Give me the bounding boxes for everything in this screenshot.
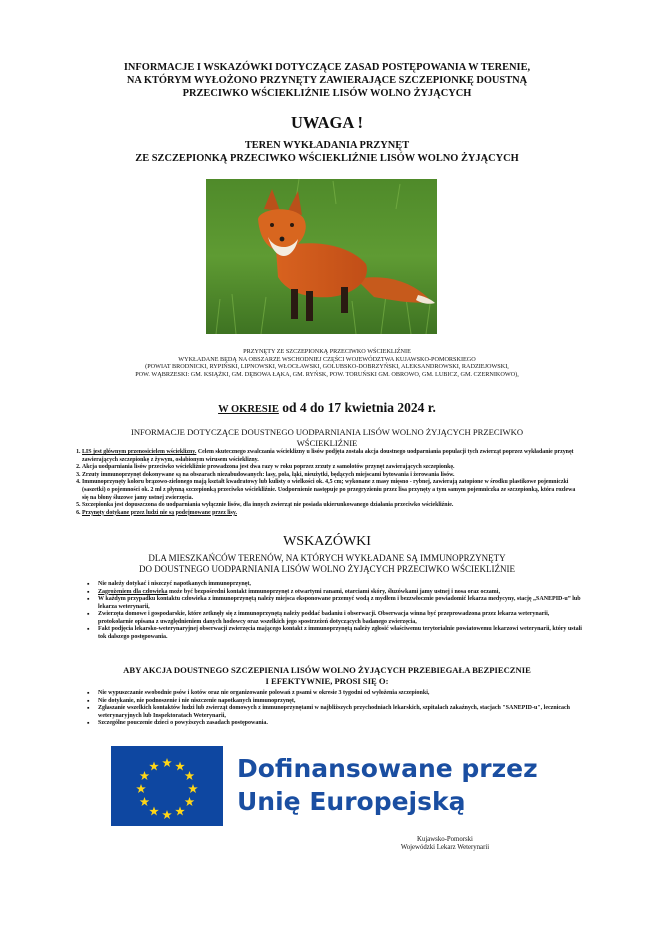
list-item: ▪ Zagrożeniem dla człowieka może być bezpośredni kontakt immunoprzynęt z otwartymi ranami, otarciami skóry, śluzówkami jamy ustnej i nosa oraz oczami, xyxy=(98,589,582,597)
eu-flag-icon xyxy=(111,746,223,826)
signature-line: Wojewódzki Lekarz Weterynarii xyxy=(400,844,490,852)
requests-title-line: ABY AKCJA DOUSTNEGO SZCZEPIENIA LISÓW WOLNO ŻYJĄCYCH PRZEBIEGAŁA BEZPIECZNIE xyxy=(123,665,531,675)
eu-funding-text xyxy=(237,752,538,818)
fox-illustration xyxy=(206,179,437,334)
warning-heading: UWAGA ! xyxy=(291,113,363,132)
area-info xyxy=(30,348,624,378)
info-list xyxy=(68,449,580,517)
requests-list xyxy=(86,690,582,728)
list-item: ▪ Zwierzęta domowe i gospodarskie, które zetknęły się z immunoprzynętą należy poddać badaniu i obserwacji. Obserwacja winna być przeprowadzona przez lekarza weterynarii, protokolarnie opisana z uwzględnieniem danych hodowcy oraz wszelkich jego spostrzeżeń dotyczących badanego zwierzęcia, xyxy=(98,611,582,626)
list-item: ▪ Szczególne pouczenie dzieci o powyższych zasadach postępowania. xyxy=(98,720,582,728)
area-info-line: (POWIAT BRODNICKI, RYPIŃSKI, LIPNOWSKI, WŁOCŁAWSKI, GOLUBSKO-DOBRZYŃSKI, ALEKSANDROWSKI, RADZIEJOWSKI, xyxy=(145,363,509,371)
list-item: ▪ Nie należy dotykać i niszczyć napotkanych immunoprzynęt, xyxy=(98,581,582,589)
date-range xyxy=(0,400,654,416)
area-subtitle xyxy=(40,139,614,165)
area-info-line: POW. WĄBRZESKI: GM. KSIĄŻKI, GM. DĘBOWA ŁĄKA, GM. RYŃSK, POW. TORUŃSKI GM. OBROWO, GM. LUBICZ, GM. CZERNIKOWO), xyxy=(135,370,519,378)
area-subtitle-line: TEREN WYKŁADANIA PRZYNĘT xyxy=(244,140,410,151)
area-info-line: PRZYNĘTY ZE SZCZEPIONKĄ PRZECIWKO WŚCIEKLIŹNIE xyxy=(243,348,411,355)
list-item: 3. Zrzuty immunoprzynęt dokonywane są na obszarach niezabudowanych: lasy, pola, łąki, nieużytki, będących miejscami bytowania i żerowania lisów. xyxy=(82,472,580,480)
section-info-title xyxy=(70,427,584,448)
tips-subtitle-line: DO DOUSTNEGO UODPARNIANIA LISÓW WOLNO ŻYJĄCYCH PRZECIWKO WŚCIEKLIŹNIE xyxy=(139,564,515,574)
list-item: 1. LIS jest głównym przenosicielem wścieklizny. Celem skutecznego zwalczania wścieklizny u lisów podjęta została akcja doustnego uodparniania populacji tych zwierząt poprzez wykładanie przynęt zawierających szczepionkę z żywym, osłabionym wirusem wścieklizny. xyxy=(82,449,580,464)
requests-title-line: I EFEKTYWNIE, PROSI SIĘ O: xyxy=(265,676,389,686)
eu-funding-banner xyxy=(111,746,538,826)
list-item: ▪ Nie dotykanie, nie podnoszenie i nie niszczenie napotkanych immunoprzynęt, xyxy=(98,698,582,706)
date-prefix: W OKRESIE xyxy=(218,404,279,415)
signature-line: Kujawsko-Pomorski xyxy=(417,836,473,843)
main-title-line: PRZECIWKO WŚCIEKLIŹNIE LISÓW WOLNO ŻYJĄCYCH xyxy=(182,88,472,99)
list-item: 5. Szczepionka jest dopuszczona do uodparniania wyłącznie lisów, dla innych zwierząt nie posiada ukierunkowanego działania przeciwko wściekliźnie. xyxy=(82,502,580,510)
list-item: 4. Immunoprzynęty koloru brązowo-zielonego mają kształt kwadratowy lub kulisty o wielkości ok. 4,5 cm; wykonane z masy mięsno - rybnej, zawierają zatopione w środku plastikowe pojemniczki (saszetki) o pojemności ok. 2 ml z płynną szczepionką przeciwko wściekliźnie. Uodpornienie następuje po przegryzieniu przez lisa przynęty a tym samym pojemniczka ze szczepionką, która rozlewa się na błony śluzowe jamy ustnej zwierzęcia. xyxy=(82,479,580,502)
list-item: ▪ Nie wypuszczanie swobodnie psów i kotów oraz nie organizowanie polowań z psami w okresie 3 tygodni od wyłożenia szczepionki, xyxy=(98,690,582,698)
tips-subtitle xyxy=(70,553,584,575)
tips-subtitle-line: DLA MIESZKAŃCÓW TERENÓW, NA KTÓRYCH WYKŁADANE SĄ IMMUNOPRZYNĘTY xyxy=(148,553,506,563)
eu-funding-line: Dofinansowane przez xyxy=(237,754,538,783)
eu-funding-line: Unię Europejską xyxy=(237,787,466,816)
section-info-title-line: WŚCIEKLIŹNIE xyxy=(296,437,358,448)
main-title xyxy=(40,61,614,100)
requests-title xyxy=(70,665,584,687)
area-subtitle-line: ZE SZCZEPIONKĄ PRZECIWKO WŚCIEKLIŹNIE LISÓW WOLNO ŻYJĄCYCH xyxy=(135,153,519,164)
main-title-line: NA KTÓRYM WYŁOŻONO PRZYNĘTY ZAWIERAJĄCE SZCZEPIONKĘ DOUSTNĄ xyxy=(126,75,528,86)
list-item: ▪ W każdym przypadku kontaktu człowieka z immunoprzynętą należy miejsca eksponowane przemyć wodą z mydłem i bezzwłocznie powiadomić lekarza medycyny, stację „SANEPID-u” lub lekarza weterynarii, xyxy=(98,596,582,611)
fox-photo xyxy=(206,179,437,334)
area-info-line: WYKŁADANE BĘDĄ NA OBSZARZE WSCHODNIEJ CZĘŚCI WOJEWÓDZTWA KUJAWSKO-POMORSKIEGO xyxy=(178,355,476,363)
main-title-line: INFORMACJE I WSKAZÓWKI DOTYCZĄCE ZASAD POSTĘPOWANIA W TERENIE, xyxy=(123,62,531,73)
list-item: ▪ Zgłaszanie wszelkich kontaktów ludzi lub zwierząt domowych z immunoprzynętami w najbliższych przychodniach lekarskich, szpitalach zakaźnych, stacjach "SANEPID-u", lecznicach weterynaryjnych lub Inspektoratach Weterynarii, xyxy=(98,705,582,720)
list-item: 6. Przynęty dotykane przez ludzi nie są podejmowane przez lisy. xyxy=(82,510,580,518)
date-text: od 4 do 17 kwietnia 2024 r. xyxy=(278,400,436,415)
tips-list xyxy=(86,581,582,641)
tips-heading: WSKAZÓWKI xyxy=(283,534,371,549)
list-item: ▪ Fakt podjęcia lekarsko-weterynaryjnej obserwacji zwierzęcia mającego kontakt z immunoprzynętą należy zgłosić właściwemu terytorialnie powiatowemu lekarzowi weterynarii, który ustali tok dalszego postępowania. xyxy=(98,626,582,641)
section-info-title-line: INFORMACJE DOTYCZĄCE DOUSTNEGO UODPARNIANIA LISÓW WOLNO ŻYJĄCYCH PRZECIWKO xyxy=(130,427,524,437)
list-item: 2. Akcja uodparniania lisów przeciwko wściekliźnie prowadzona jest dwa razy w roku poprzez zrzuty z samolotów przynęt zawierających szczepionkę. xyxy=(82,464,580,472)
signature xyxy=(380,836,510,853)
